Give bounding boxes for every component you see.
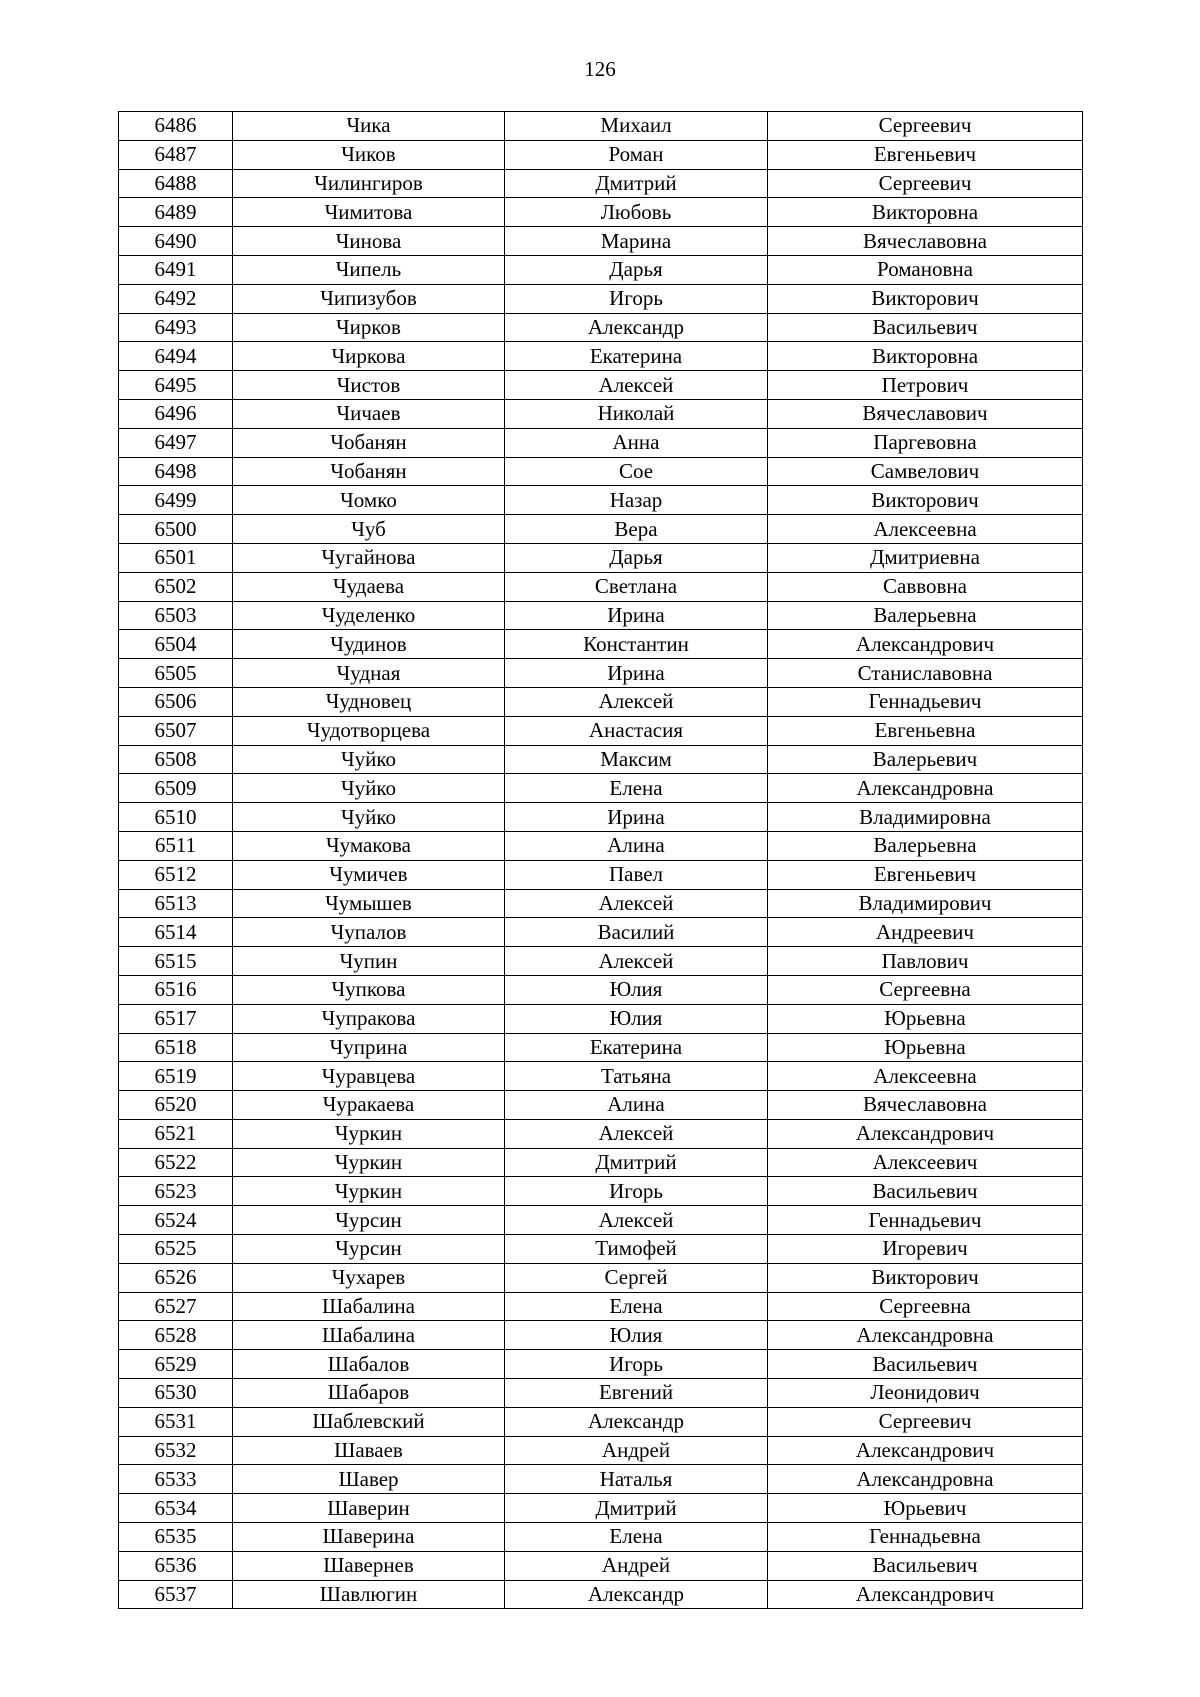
last-name-cell: Шабалина [233, 1292, 505, 1321]
last-name-cell: Чуйко [233, 774, 505, 803]
row-number-cell: 6506 [119, 687, 233, 716]
table-row [119, 486, 1083, 515]
row-number-cell: 6499 [119, 486, 233, 515]
row-number-cell: 6500 [119, 515, 233, 544]
patronymic-cell: Викторович [768, 486, 1083, 515]
row-number-cell: 6519 [119, 1062, 233, 1091]
row-number-cell: 6501 [119, 543, 233, 572]
last-name-cell: Чинова [233, 227, 505, 256]
table-row [119, 313, 1083, 342]
row-number-cell: 6495 [119, 371, 233, 400]
row-number-cell: 6498 [119, 457, 233, 486]
patronymic-cell: Андреевич [768, 918, 1083, 947]
last-name-cell: Шавернев [233, 1551, 505, 1580]
first-name-cell: Александр [505, 313, 768, 342]
last-name-cell: Чурсин [233, 1235, 505, 1264]
last-name-cell: Чупалов [233, 918, 505, 947]
first-name-cell: Ирина [505, 601, 768, 630]
last-name-cell: Чимитова [233, 198, 505, 227]
first-name-cell: Ирина [505, 803, 768, 832]
patronymic-cell: Павлович [768, 947, 1083, 976]
first-name-cell: Дмитрий [505, 169, 768, 198]
last-name-cell: Чуркин [233, 1119, 505, 1148]
last-name-cell: Чуделенко [233, 601, 505, 630]
row-number-cell: 6516 [119, 975, 233, 1004]
first-name-cell: Павел [505, 860, 768, 889]
first-name-cell: Наталья [505, 1465, 768, 1494]
patronymic-cell: Александровна [768, 1321, 1083, 1350]
row-number-cell: 6489 [119, 198, 233, 227]
last-name-cell: Чика [233, 112, 505, 141]
row-number-cell: 6490 [119, 227, 233, 256]
row-number-cell: 6491 [119, 255, 233, 284]
row-number-cell: 6514 [119, 918, 233, 947]
first-name-cell: Марина [505, 227, 768, 256]
row-number-cell: 6531 [119, 1407, 233, 1436]
last-name-cell: Чуприна [233, 1033, 505, 1062]
row-number-cell: 6515 [119, 947, 233, 976]
last-name-cell: Шабаров [233, 1379, 505, 1408]
first-name-cell: Игорь [505, 1177, 768, 1206]
row-number-cell: 6530 [119, 1379, 233, 1408]
table-row [119, 1263, 1083, 1292]
first-name-cell: Алексей [505, 1206, 768, 1235]
row-number-cell: 6533 [119, 1465, 233, 1494]
table-row [119, 1350, 1083, 1379]
table-row [119, 1580, 1083, 1609]
last-name-cell: Чумичев [233, 860, 505, 889]
last-name-cell: Чуркин [233, 1177, 505, 1206]
table-row [119, 1292, 1083, 1321]
last-name-cell: Чуйко [233, 803, 505, 832]
last-name-cell: Чупин [233, 947, 505, 976]
last-name-cell: Чобанян [233, 428, 505, 457]
last-name-cell: Шаваев [233, 1436, 505, 1465]
table-row [119, 1407, 1083, 1436]
patronymic-cell: Вячеславовна [768, 1091, 1083, 1120]
patronymic-cell: Станиславовна [768, 659, 1083, 688]
table-row [119, 1091, 1083, 1120]
patronymic-cell: Викторович [768, 1263, 1083, 1292]
table-row [119, 543, 1083, 572]
table-row [119, 1465, 1083, 1494]
last-name-cell: Чудная [233, 659, 505, 688]
patronymic-cell: Владимирович [768, 889, 1083, 918]
patronymic-cell: Сергеевич [768, 169, 1083, 198]
patronymic-cell: Юрьевна [768, 1033, 1083, 1062]
row-number-cell: 6535 [119, 1523, 233, 1552]
row-number-cell: 6503 [119, 601, 233, 630]
patronymic-cell: Дмитриевна [768, 543, 1083, 572]
table-row [119, 572, 1083, 601]
patronymic-cell: Алексеевна [768, 1062, 1083, 1091]
first-name-cell: Алина [505, 1091, 768, 1120]
last-name-cell: Чуркин [233, 1148, 505, 1177]
first-name-cell: Алексей [505, 1119, 768, 1148]
first-name-cell: Анастасия [505, 716, 768, 745]
row-number-cell: 6502 [119, 572, 233, 601]
first-name-cell: Юлия [505, 975, 768, 1004]
table-row [119, 601, 1083, 630]
table-row [119, 342, 1083, 371]
row-number-cell: 6532 [119, 1436, 233, 1465]
table-row [119, 918, 1083, 947]
first-name-cell: Николай [505, 399, 768, 428]
patronymic-cell: Васильевич [768, 1350, 1083, 1379]
patronymic-cell: Геннадьевич [768, 1206, 1083, 1235]
patronymic-cell: Вячеславовна [768, 227, 1083, 256]
patronymic-cell: Александрович [768, 630, 1083, 659]
patronymic-cell: Леонидович [768, 1379, 1083, 1408]
patronymic-cell: Паргевовна [768, 428, 1083, 457]
last-name-cell: Чумакова [233, 831, 505, 860]
table-row [119, 1321, 1083, 1350]
table-row [119, 457, 1083, 486]
table-row [119, 975, 1083, 1004]
row-number-cell: 6492 [119, 284, 233, 313]
row-number-cell: 6487 [119, 140, 233, 169]
last-name-cell: Чуракаева [233, 1091, 505, 1120]
table-row [119, 284, 1083, 313]
last-name-cell: Чомко [233, 486, 505, 515]
patronymic-cell: Евгеньевич [768, 140, 1083, 169]
names-table-body [119, 112, 1083, 1609]
last-name-cell: Чудинов [233, 630, 505, 659]
last-name-cell: Чиркова [233, 342, 505, 371]
table-row [119, 428, 1083, 457]
row-number-cell: 6536 [119, 1551, 233, 1580]
row-number-cell: 6518 [119, 1033, 233, 1062]
patronymic-cell: Сергеевич [768, 1407, 1083, 1436]
table-row [119, 1494, 1083, 1523]
first-name-cell: Игорь [505, 1350, 768, 1379]
table-row [119, 515, 1083, 544]
patronymic-cell: Романовна [768, 255, 1083, 284]
last-name-cell: Чистов [233, 371, 505, 400]
patronymic-cell: Александрович [768, 1580, 1083, 1609]
first-name-cell: Алексей [505, 889, 768, 918]
patronymic-cell: Сергеевна [768, 975, 1083, 1004]
table-row [119, 255, 1083, 284]
first-name-cell: Василий [505, 918, 768, 947]
patronymic-cell: Геннадьевна [768, 1523, 1083, 1552]
table-row [119, 1436, 1083, 1465]
table-row [119, 198, 1083, 227]
first-name-cell: Дмитрий [505, 1148, 768, 1177]
last-name-cell: Чуйко [233, 745, 505, 774]
patronymic-cell: Евгеньевич [768, 860, 1083, 889]
row-number-cell: 6524 [119, 1206, 233, 1235]
table-row [119, 831, 1083, 860]
row-number-cell: 6522 [119, 1148, 233, 1177]
patronymic-cell: Викторовна [768, 342, 1083, 371]
row-number-cell: 6504 [119, 630, 233, 659]
first-name-cell: Максим [505, 745, 768, 774]
row-number-cell: 6520 [119, 1091, 233, 1120]
patronymic-cell: Алексеевич [768, 1148, 1083, 1177]
last-name-cell: Шавлюгин [233, 1580, 505, 1609]
patronymic-cell: Валерьевна [768, 831, 1083, 860]
row-number-cell: 6523 [119, 1177, 233, 1206]
table-row [119, 803, 1083, 832]
last-name-cell: Чурсин [233, 1206, 505, 1235]
first-name-cell: Юлия [505, 1321, 768, 1350]
patronymic-cell: Игоревич [768, 1235, 1083, 1264]
row-number-cell: 6510 [119, 803, 233, 832]
last-name-cell: Чумышев [233, 889, 505, 918]
row-number-cell: 6505 [119, 659, 233, 688]
first-name-cell: Михаил [505, 112, 768, 141]
patronymic-cell: Геннадьевич [768, 687, 1083, 716]
first-name-cell: Алексей [505, 371, 768, 400]
first-name-cell: Юлия [505, 1004, 768, 1033]
first-name-cell: Евгений [505, 1379, 768, 1408]
patronymic-cell: Викторович [768, 284, 1083, 313]
first-name-cell: Дмитрий [505, 1494, 768, 1523]
first-name-cell: Дарья [505, 543, 768, 572]
patronymic-cell: Владимировна [768, 803, 1083, 832]
row-number-cell: 6521 [119, 1119, 233, 1148]
last-name-cell: Шавер [233, 1465, 505, 1494]
last-name-cell: Чупракова [233, 1004, 505, 1033]
table-row [119, 716, 1083, 745]
first-name-cell: Екатерина [505, 342, 768, 371]
last-name-cell: Чухарев [233, 1263, 505, 1292]
last-name-cell: Чуравцева [233, 1062, 505, 1091]
last-name-cell: Чудновец [233, 687, 505, 716]
patronymic-cell: Васильевич [768, 313, 1083, 342]
patronymic-cell: Саввовна [768, 572, 1083, 601]
patronymic-cell: Евгеньевна [768, 716, 1083, 745]
patronymic-cell: Сергеевич [768, 112, 1083, 141]
first-name-cell: Анна [505, 428, 768, 457]
row-number-cell: 6527 [119, 1292, 233, 1321]
row-number-cell: 6488 [119, 169, 233, 198]
last-name-cell: Чичаев [233, 399, 505, 428]
table-row [119, 860, 1083, 889]
last-name-cell: Чобанян [233, 457, 505, 486]
first-name-cell: Андрей [505, 1551, 768, 1580]
row-number-cell: 6507 [119, 716, 233, 745]
last-name-cell: Чудаева [233, 572, 505, 601]
last-name-cell: Чуб [233, 515, 505, 544]
first-name-cell: Сое [505, 457, 768, 486]
row-number-cell: 6529 [119, 1350, 233, 1379]
first-name-cell: Сергей [505, 1263, 768, 1292]
first-name-cell: Игорь [505, 284, 768, 313]
row-number-cell: 6486 [119, 112, 233, 141]
table-row [119, 687, 1083, 716]
patronymic-cell: Петрович [768, 371, 1083, 400]
last-name-cell: Чупкова [233, 975, 505, 1004]
table-row [119, 1379, 1083, 1408]
row-number-cell: 6494 [119, 342, 233, 371]
patronymic-cell: Александрович [768, 1436, 1083, 1465]
first-name-cell: Александр [505, 1580, 768, 1609]
last-name-cell: Чилингиров [233, 169, 505, 198]
table-row [119, 140, 1083, 169]
first-name-cell: Елена [505, 774, 768, 803]
last-name-cell: Чирков [233, 313, 505, 342]
patronymic-cell: Александрович [768, 1119, 1083, 1148]
table-row [119, 1033, 1083, 1062]
table-row [119, 947, 1083, 976]
row-number-cell: 6534 [119, 1494, 233, 1523]
first-name-cell: Алексей [505, 947, 768, 976]
table-row [119, 371, 1083, 400]
patronymic-cell: Юрьевич [768, 1494, 1083, 1523]
table-row [119, 1523, 1083, 1552]
row-number-cell: 6512 [119, 860, 233, 889]
first-name-cell: Елена [505, 1523, 768, 1552]
first-name-cell: Вера [505, 515, 768, 544]
last-name-cell: Чипизубов [233, 284, 505, 313]
table-row [119, 399, 1083, 428]
patronymic-cell: Александровна [768, 774, 1083, 803]
first-name-cell: Елена [505, 1292, 768, 1321]
first-name-cell: Роман [505, 140, 768, 169]
patronymic-cell: Васильевич [768, 1177, 1083, 1206]
table-row [119, 1119, 1083, 1148]
first-name-cell: Тимофей [505, 1235, 768, 1264]
first-name-cell: Екатерина [505, 1033, 768, 1062]
row-number-cell: 6513 [119, 889, 233, 918]
patronymic-cell: Самвелович [768, 457, 1083, 486]
first-name-cell: Татьяна [505, 1062, 768, 1091]
last-name-cell: Чиков [233, 140, 505, 169]
last-name-cell: Чудотворцева [233, 716, 505, 745]
patronymic-cell: Викторовна [768, 198, 1083, 227]
table-row [119, 1551, 1083, 1580]
row-number-cell: 6511 [119, 831, 233, 860]
names-table [118, 111, 1083, 1609]
first-name-cell: Александр [505, 1407, 768, 1436]
last-name-cell: Шабалина [233, 1321, 505, 1350]
table-row [119, 1148, 1083, 1177]
table-row [119, 630, 1083, 659]
table-row [119, 112, 1083, 141]
first-name-cell: Любовь [505, 198, 768, 227]
patronymic-cell: Александровна [768, 1465, 1083, 1494]
table-row [119, 889, 1083, 918]
table-row [119, 774, 1083, 803]
first-name-cell: Ирина [505, 659, 768, 688]
table-row [119, 1062, 1083, 1091]
row-number-cell: 6497 [119, 428, 233, 457]
row-number-cell: 6496 [119, 399, 233, 428]
table-row [119, 1177, 1083, 1206]
first-name-cell: Алексей [505, 687, 768, 716]
table-row [119, 1235, 1083, 1264]
last-name-cell: Чугайнова [233, 543, 505, 572]
first-name-cell: Константин [505, 630, 768, 659]
patronymic-cell: Алексеевна [768, 515, 1083, 544]
last-name-cell: Шаверина [233, 1523, 505, 1552]
row-number-cell: 6517 [119, 1004, 233, 1033]
first-name-cell: Дарья [505, 255, 768, 284]
last-name-cell: Шаблевский [233, 1407, 505, 1436]
patronymic-cell: Вячеславович [768, 399, 1083, 428]
row-number-cell: 6509 [119, 774, 233, 803]
first-name-cell: Алина [505, 831, 768, 860]
first-name-cell: Андрей [505, 1436, 768, 1465]
table-row [119, 169, 1083, 198]
patronymic-cell: Васильевич [768, 1551, 1083, 1580]
table-row [119, 1206, 1083, 1235]
page-number: 126 [584, 57, 616, 81]
table-row [119, 745, 1083, 774]
row-number-cell: 6537 [119, 1580, 233, 1609]
table-row [119, 659, 1083, 688]
first-name-cell: Назар [505, 486, 768, 515]
row-number-cell: 6528 [119, 1321, 233, 1350]
first-name-cell: Светлана [505, 572, 768, 601]
patronymic-cell: Сергеевна [768, 1292, 1083, 1321]
patronymic-cell: Валерьевич [768, 745, 1083, 774]
row-number-cell: 6508 [119, 745, 233, 774]
row-number-cell: 6525 [119, 1235, 233, 1264]
table-row [119, 227, 1083, 256]
patronymic-cell: Валерьевна [768, 601, 1083, 630]
last-name-cell: Чипель [233, 255, 505, 284]
table-row [119, 1004, 1083, 1033]
last-name-cell: Шаверин [233, 1494, 505, 1523]
patronymic-cell: Юрьевна [768, 1004, 1083, 1033]
row-number-cell: 6493 [119, 313, 233, 342]
row-number-cell: 6526 [119, 1263, 233, 1292]
last-name-cell: Шабалов [233, 1350, 505, 1379]
